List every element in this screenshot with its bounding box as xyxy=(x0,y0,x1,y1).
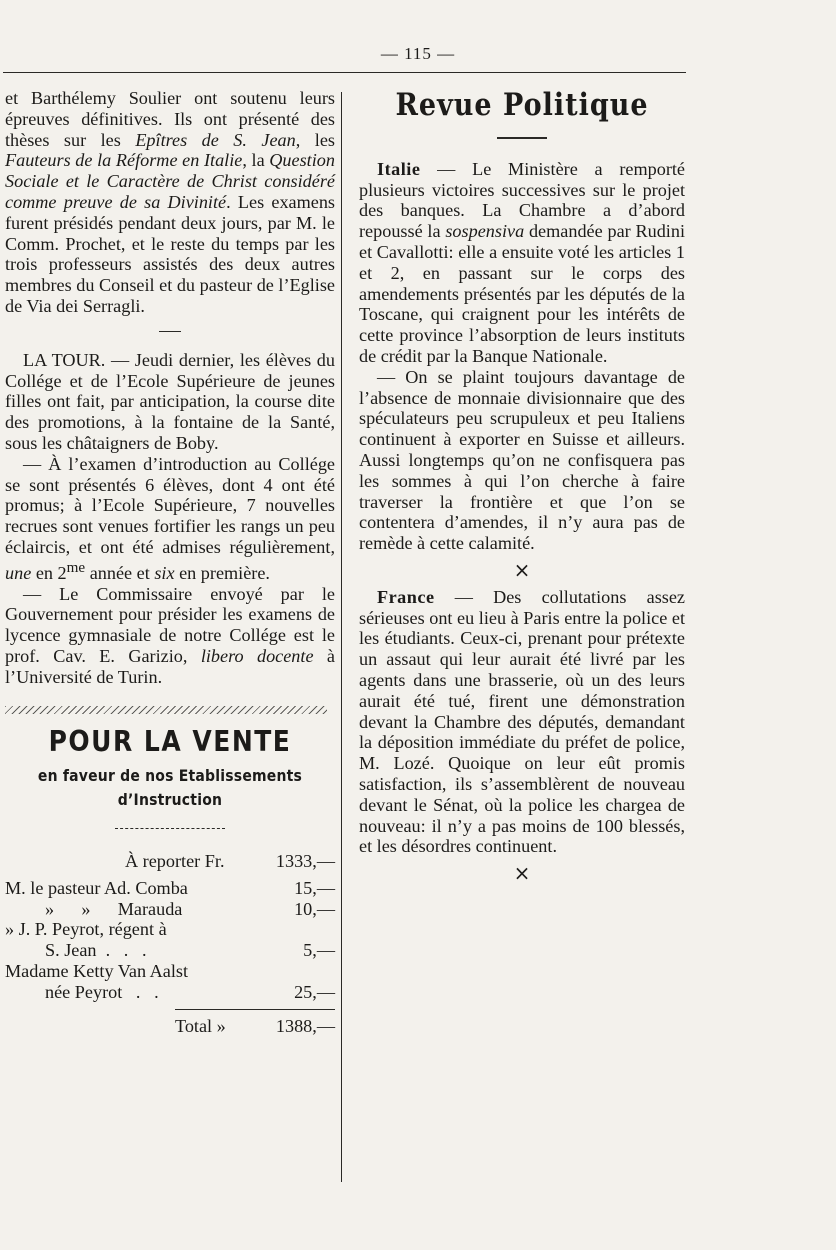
ornament-rule xyxy=(115,828,225,829)
title-rule xyxy=(497,137,547,139)
paragraph-italie xyxy=(359,159,685,367)
ledger-amount: 25,— xyxy=(294,981,335,1002)
text-run: année et xyxy=(85,562,155,583)
italic-phrase: libero docente xyxy=(200,645,314,666)
vente-title: POUR LA VENTE xyxy=(48,724,292,758)
ledger-desc: Madame Ketty Van Aalst xyxy=(5,960,189,981)
ledger-row xyxy=(5,878,335,899)
text-run: demandée par Rudini et Cavallotti: elle a ensuite voté les articles 1 et 2, en passant sur le corps des amendements présentés par les députés de la Toscane, qui craignent pour les intérêts de cette province l’absorption de leurs instituts de crédit par la Banque Nationale. xyxy=(359,221,686,366)
text-run: . Les examens furent présidés pendant deux jours, par M. le Comm. Prochet, et le reste du temps par les trois professeurs assistés des deux autres membres du Conseil et du pasteur de l’Eglise de Via dei Serragli. xyxy=(5,191,335,316)
total-amount: 1388,— xyxy=(275,1015,335,1036)
section-dash xyxy=(159,331,181,332)
text-run: — Le Ministère a remporté plusieurs victoires successives sur le projet des banques. La Chambre a d’abord repoussé la xyxy=(359,158,685,242)
ledger-row xyxy=(5,940,335,961)
superscript: me xyxy=(66,558,86,576)
text-run: — Le Commissaire envoyé par le Gouvernement pour présider les examens de lycence gymnasiale de notre Collége est le prof. Cav. E. Garizio, xyxy=(5,583,335,666)
right-column xyxy=(359,88,685,890)
italic-word: sospensiva xyxy=(445,221,525,242)
left-column xyxy=(5,88,335,1036)
italic-title: Fauteurs de la Réforme en Italie xyxy=(5,150,243,171)
text-run: , les xyxy=(295,129,335,150)
ledger-desc: née Peyrot . . xyxy=(45,981,159,1002)
report-amount: 1333,— xyxy=(275,850,335,871)
ledger-row xyxy=(5,982,335,1003)
paragraph-la-tour: LA TOUR. — Jeudi dernier, les élèves du Collége et de l’Ecole Supérieure de jeunes filles ont fait, par anticipation, la course dite des promotions, à la fontaine de la Santé, sous les châtaigners de Boby. xyxy=(5,349,335,453)
text-run: en première. xyxy=(174,562,270,583)
italic-title: Question Sociale et le Caractère de Christ considéré comme preuve de sa Divinité xyxy=(5,150,335,212)
text-run: et Barthélemy Soulier ont soutenu leurs épreuves définitives. Ils ont présenté des thèses sur les xyxy=(5,88,335,150)
page-number: — 115 — xyxy=(380,44,456,63)
cross-separator: × xyxy=(513,861,531,886)
total-rule xyxy=(175,1009,335,1010)
ledger-row xyxy=(5,899,335,920)
paragraph-commissaire xyxy=(5,584,335,688)
italic-word: six xyxy=(154,562,175,583)
ledger-total-row xyxy=(5,1016,335,1037)
total-label: Total » xyxy=(175,1015,226,1036)
text-run: — Des collutations assez sérieuses ont eu lieu à Paris entre la police et les étudiants. Ceux-ci, prenant pour prétexte un assaut qui leur aurait été livré par les agents dans une brasserie, où un des leurs aurait été tué, firent une démonstration devant la Chambre des députés, demandant la déposition immédiate du préfet de police, M. Lozé. Quoique on leur eût promis satisfaction, ils s’assemblèrent de nouveau devant le Sénat, où la police les chargea de nouveau: il n’y a pas moins de 100 blessés, et les désordres continuent. xyxy=(359,586,685,857)
ledger-amount: 15,— xyxy=(294,877,335,898)
ledger-desc: » » Marauda xyxy=(45,898,183,919)
ledger-amount: 10,— xyxy=(294,898,335,919)
paragraph-examens xyxy=(5,88,335,317)
ledger-row xyxy=(5,961,335,982)
paragraph-examen-introduction xyxy=(5,454,335,584)
wavy-separator xyxy=(5,706,327,714)
text-run: — À l’examen d’introduction au Collége se sont présentés 6 élèves, dont 4 ont été promus; à l’Ecole Supérieure, 7 nouvelles recrues sont venues fortifier les rangs un peu éclaircis, et ont été admises régulièrement, xyxy=(5,453,335,557)
ledger-amount: 5,— xyxy=(303,940,335,961)
text-run: à l’Université de Turin. xyxy=(5,645,335,687)
ledger-desc: M. le pasteur Ad. Comba xyxy=(5,877,188,898)
ledger-desc: » J. P. Peyrot, régent à xyxy=(5,919,167,940)
italic-title: Epîtres de S. Jean xyxy=(135,129,296,150)
italic-word: une xyxy=(5,562,32,583)
column-divider xyxy=(341,92,342,1182)
ledger-row xyxy=(5,919,335,940)
country-heading: France xyxy=(377,586,435,607)
country-heading: Italie xyxy=(377,158,421,179)
header-rule xyxy=(3,72,686,73)
ledger-report-row xyxy=(5,851,335,872)
report-label: À reporter Fr. xyxy=(125,850,225,871)
paragraph-france xyxy=(359,587,685,857)
ledger-desc: S. Jean . . . xyxy=(45,940,147,961)
text-run: en 2 xyxy=(31,562,67,583)
text-run: , la xyxy=(242,150,270,171)
cross-separator: × xyxy=(513,557,531,582)
paragraph-monnaie: — On se plaint toujours davantage de l’absence de monnaie divisionnaire que des spéculateurs peu scrupuleux et peu Italiens continuent à exporter en Suisse et ailleurs. Aussi longtemps qu’on ne confisquera pas les sommes à qui l’on cherche à faire traverser la frontière et que l’on se contentera d’amendes, il n’y aura pas de remède à cette calamité. xyxy=(359,366,685,554)
revue-title: Revue Politique xyxy=(395,87,649,124)
vente-subtitle: en faveur de nos Etablissements d’Instruction xyxy=(37,767,303,810)
